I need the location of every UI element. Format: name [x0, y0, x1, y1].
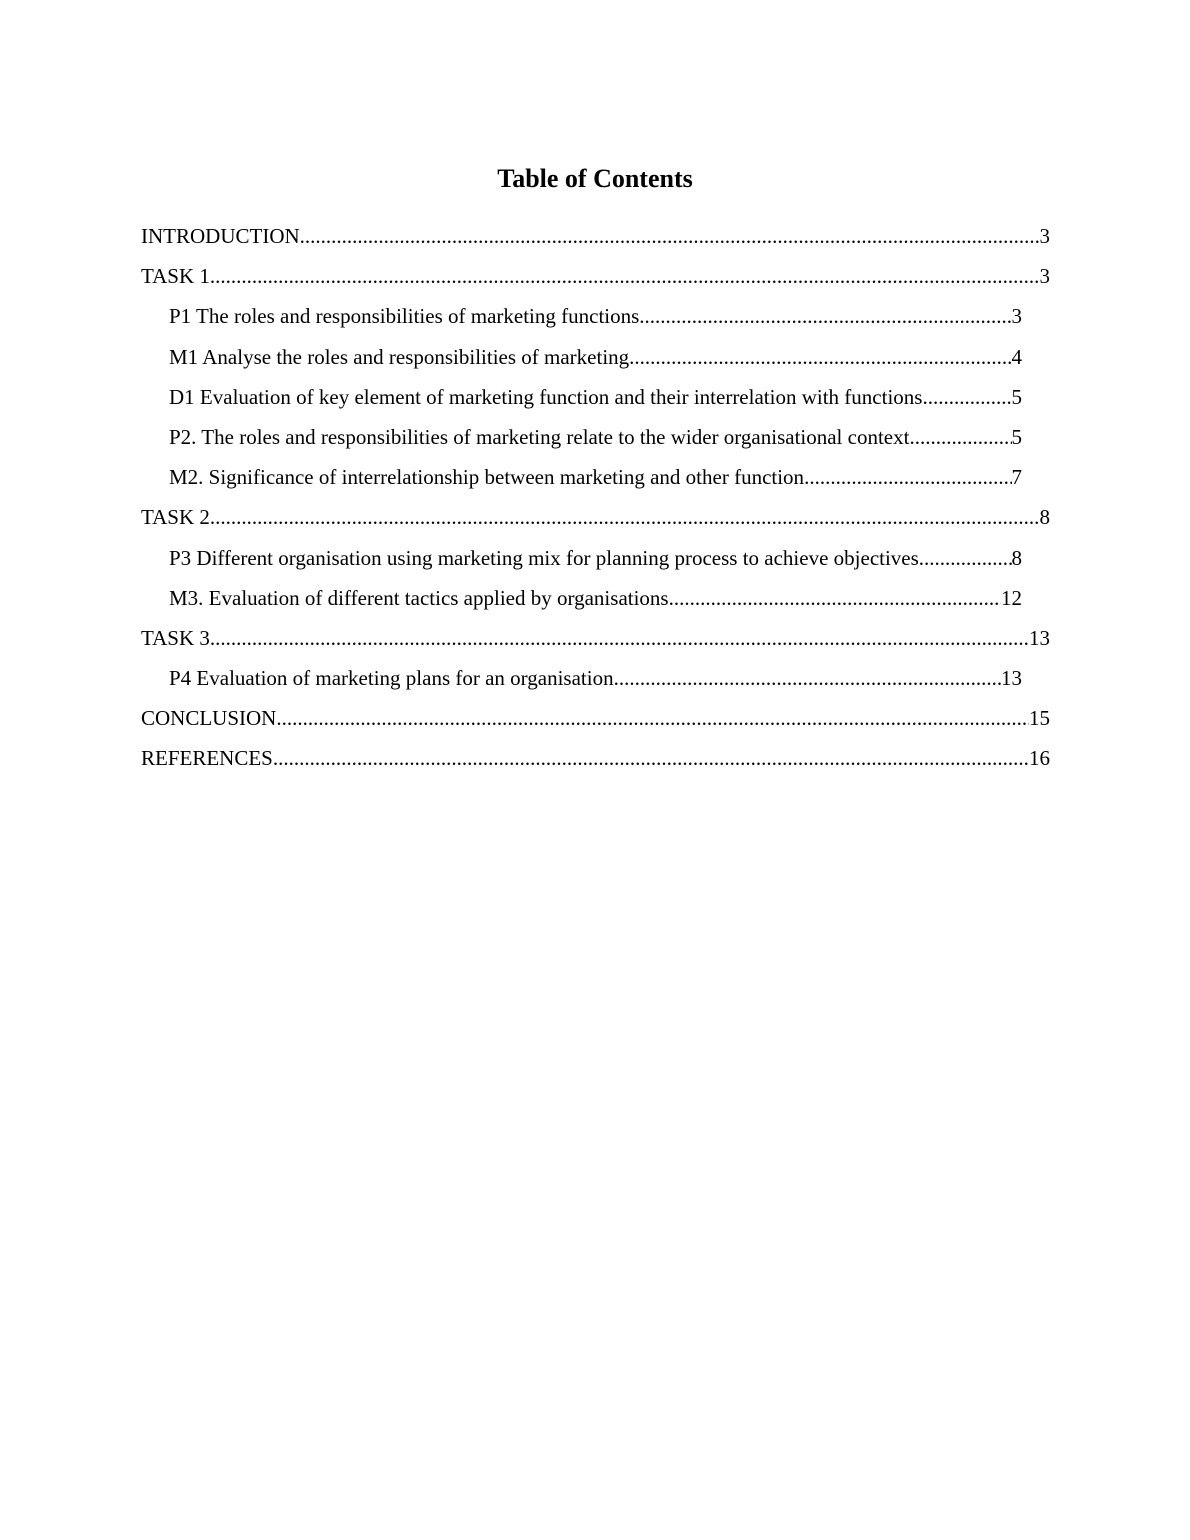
toc-entry-text: M2. Significance of interrelationship between marketing and other function — [169, 465, 805, 490]
toc-entry-text: D1 Evaluation of key element of marketing function and their interrelation with functions — [169, 384, 923, 409]
toc-entry-text: P2. The roles and responsibilities of marketing relate to the wider organisational context — [169, 424, 910, 449]
toc-entry-p4[interactable] — [169, 664, 1022, 704]
toc-page-number: 5 — [1011, 424, 1022, 449]
toc-dot-leader — [919, 544, 1012, 572]
toc-entry-text: TASK 3 — [141, 625, 210, 650]
toc-entry-text: P4 Evaluation of marketing plans for an organisation — [169, 666, 614, 691]
toc-page-number: 13 — [1029, 625, 1050, 650]
toc-entry-text: P1 The roles and responsibilities of marketing functions — [169, 304, 640, 329]
toc-dot-leader — [669, 584, 1001, 612]
toc-page-number: 7 — [1011, 465, 1022, 490]
toc-page-number: 4 — [1011, 344, 1022, 369]
toc-entry-p3[interactable] — [169, 544, 1022, 584]
toc-page-number: 8 — [1039, 505, 1050, 530]
toc-entry-text: REFERENCES — [141, 746, 273, 771]
toc-entry-text: TASK 2 — [141, 505, 210, 530]
toc-page-number: 3 — [1039, 224, 1050, 248]
toc-entry-introduction[interactable] — [141, 222, 1050, 262]
toc-page-number: 3 — [1011, 304, 1022, 329]
toc-entry-p2[interactable] — [169, 423, 1022, 463]
toc-entry-text: TASK 1 — [141, 264, 210, 289]
toc-dot-leader — [210, 262, 1040, 290]
toc-dot-leader — [804, 463, 1011, 491]
toc-dot-leader — [273, 744, 1029, 772]
toc-entry-conclusion[interactable] — [141, 704, 1050, 744]
toc-page-number: 5 — [1011, 384, 1022, 409]
toc-entry-text: P3 Different organisation using marketing mix for planning process to achieve objectives — [169, 545, 919, 570]
toc-entry-p1[interactable] — [169, 302, 1022, 342]
toc-page-number: 8 — [1011, 545, 1022, 570]
toc-dot-leader — [210, 624, 1029, 652]
page-title: Table of Contents — [497, 164, 693, 193]
toc-page-number: 12 — [1001, 585, 1022, 610]
toc-page-number: 3 — [1039, 264, 1050, 289]
toc-page-number: 16 — [1029, 746, 1050, 771]
toc-entry-text: M3. Evaluation of different tactics applied by organisations — [169, 585, 669, 610]
table-of-contents — [141, 222, 1050, 785]
toc-entry-m3[interactable] — [169, 584, 1022, 624]
toc-dot-leader — [909, 423, 1011, 451]
toc-entry-m2[interactable] — [169, 463, 1022, 503]
toc-entry-references[interactable] — [141, 744, 1050, 784]
toc-dot-leader — [922, 383, 1011, 411]
toc-entry-text: CONCLUSION — [141, 706, 277, 731]
toc-entry-task-2[interactable] — [141, 503, 1050, 543]
toc-entry-m1[interactable] — [169, 343, 1022, 383]
toc-entry-task-3[interactable] — [141, 624, 1050, 664]
toc-dot-leader — [614, 664, 1001, 692]
toc-dot-leader — [300, 222, 1040, 250]
toc-dot-leader — [629, 343, 1011, 371]
toc-page-number: 13 — [1001, 666, 1022, 691]
toc-entry-text: INTRODUCTION — [141, 224, 300, 248]
toc-page-number: 15 — [1029, 706, 1050, 731]
toc-dot-leader — [276, 704, 1029, 732]
toc-dot-leader — [210, 503, 1040, 531]
toc-entry-text: M1 Analyse the roles and responsibilities of marketing — [169, 344, 630, 369]
toc-dot-leader — [639, 302, 1011, 330]
toc-entry-task-1[interactable] — [141, 262, 1050, 302]
toc-entry-d1[interactable] — [169, 383, 1022, 423]
